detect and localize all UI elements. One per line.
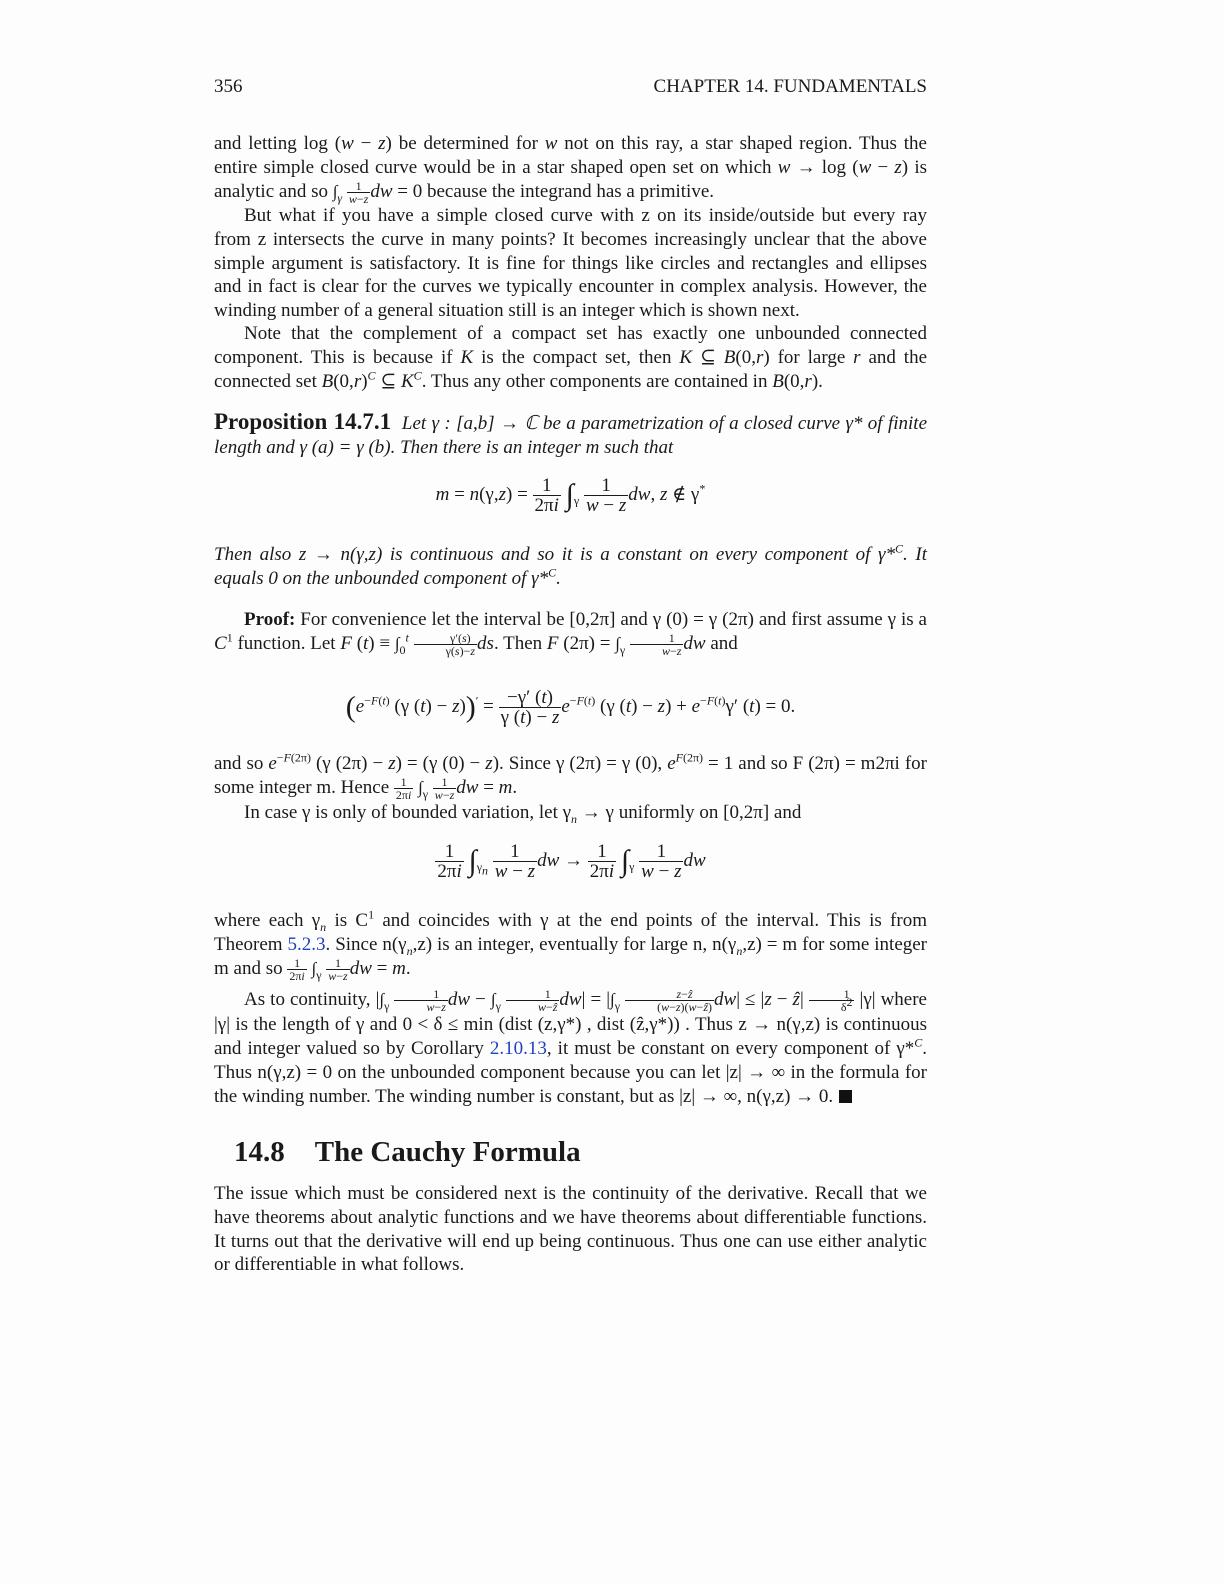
paragraph-cauchy: The issue which must be considered next is the continuity of the derivative. Recall that we have theorems about analytic functions and we have theorems about differentiable functions. It turns out that the derivative will end up being continuous. Thus one can use either analytic or differentiable in what follows. — [214, 1183, 927, 1276]
proof-label: Proof: — [244, 609, 296, 630]
proof-approximation: where each $\gamma_n$ is $C^1$ and coincides with γ at the end points of the interval. This is from Theorem 5.2.3. Since $n(\gamma_n,z)$ is an integer, eventually for large n, $n(\gamma_n,z) = m$ for some integer m and so $\frac{1}{2\pi i}$ $\int_\gamma$ $\frac{1}{w-z}$ dw = m. — [214, 907, 928, 983]
chapter-title: CHAPTER 14. FUNDAMENTALS — [653, 76, 927, 97]
paragraph-1: and letting log (w − z) be determined for w not on this ray, a star shaped region. Thus the entire simple closed curve would be in a star shaped open set on which w → log (w − z) is analytic and so $\int_\gamma$ $\frac{1}{w-z}$ dw = 0 because the integrand has a primitive. — [214, 133, 927, 206]
qed-square-icon — [839, 1090, 852, 1103]
page-number: 356 — [214, 76, 243, 97]
proof-paragraph: Proof: For convenience let the interval be [0,2π] and γ (0) = γ (2π) and first assume γ is a $C^1$ function. Let F $(t) \equiv \int_0^t$ $\frac{\gamma'(s)}{\gamma(s)-z}$ ds. Then F $(2\pi) = \int_\gamma$ $\frac{1}{w-z}$ dw and — [214, 609, 927, 658]
proposition-conclusion: Then also z → n(γ,z) is continuous and so it is a constant on every component of γ*$^C$. It equals 0 on the unbounded component of γ*$^C$. — [214, 541, 927, 589]
paragraph-2: But what if you have a simple closed curve with z on its inside/outside but every ray from z intersects the curve in many points? It becomes increasingly unclear that the above simple argument is satisfactory. It is fine for things like circles and rectangles and ellipses and in fact is clear for the curves we typically encounter in complex analysis. However, the winding number of a general situation still is an integer which is shown next. — [214, 205, 927, 322]
proposition-label: Proposition 14.7.1 — [214, 409, 392, 434]
equation-derivative: ($e^{-F(t)}$ (γ (t) − z))′ = $\frac{-\gamma' (t)}{\gamma (t) - z}$ $e^{-F(t)}$ (γ $(t) - z) + e^{-F(t)}\gamma'$ (t) = 0. — [345, 687, 796, 728]
corollary-link[interactable]: 2.10.13 — [489, 1037, 547, 1059]
section-heading — [234, 1136, 581, 1169]
proposition-14-7-1: Proposition 14.7.1 Let γ : [a,b] → ℂ be a parametrization of a closed curve γ* of finite length and γ (a) = γ (b). Then there is an integer m such that — [214, 409, 927, 458]
paragraph-3: Note that the complement of a compact set has exactly one unbounded connected component. This is because if K is the compact set, then K ⊆ B(0,r) for large r and the connected set $B(0,r)^C$ ⊆ $K^C$. Thus any other components are contained in B(0,r). — [214, 323, 928, 392]
proof-continued: and so $e^{-F(2\pi)}$ (γ (2π) − z) = (γ (0) − z). Since γ (2π) = γ (0), $e^{F(2\pi)} = 1$ and so F (2π) = m2πi for some integer m. Hence $\frac{1}{2\pi i}$ $\int_\gamma$ $\frac{1}{w-z}$ dw = m. In case γ is only of bounded variation, let $\gamma_n \to \gamma$ uniformly on [0,2π] and — [214, 750, 927, 826]
equation-limit: $\frac{1}{2\pi i}$ $\int_{\gamma_n}$ $\frac{1}{w - z}$ dw → $\frac{1}{2\pi i}$ $\int_\gamma$ $\frac{1}{w - z}$ dw — [437, 841, 706, 882]
proof-continuity: As to continuity, $|\int_\gamma$ $\frac{1}{w-z}$ dw − $\int_\gamma$ $\frac{1}{\text{w−ẑ}}$ $dw| = |\int_\gamma$ $\frac{\text{z−ẑ}}{\text{(w−z)(w−ẑ)}}$ dw| ≤ |z − ẑ| $\frac{1}{\delta^2}$ |γ| where |γ| is the length of γ and 0 < δ ≤ min (dist (z,γ*) , dist (ẑ,γ*)) . Thus z → n(γ,z) is continuous and integer valued so by Corollary 2.10.13, it must be constant on every component of γ*$^C$. Thus n(γ,z) = 0 on the unbounded component because you can let |z| → ∞ in the formula for the winding number. The winding number is constant, but as |z| → ∞, n(γ,z) → 0. — [214, 987, 927, 1107]
theorem-link[interactable]: 5.2.3 — [287, 933, 326, 955]
section-number: 14.8 — [234, 1136, 285, 1168]
equation-winding-number: m = n(γ,z) = $\frac{1}{2\pi i}$ $\int_\gamma$ $\frac{1}{w - z}$ dw, z ∉ γ* — [435, 475, 706, 516]
section-title: The Cauchy Formula — [314, 1136, 581, 1168]
